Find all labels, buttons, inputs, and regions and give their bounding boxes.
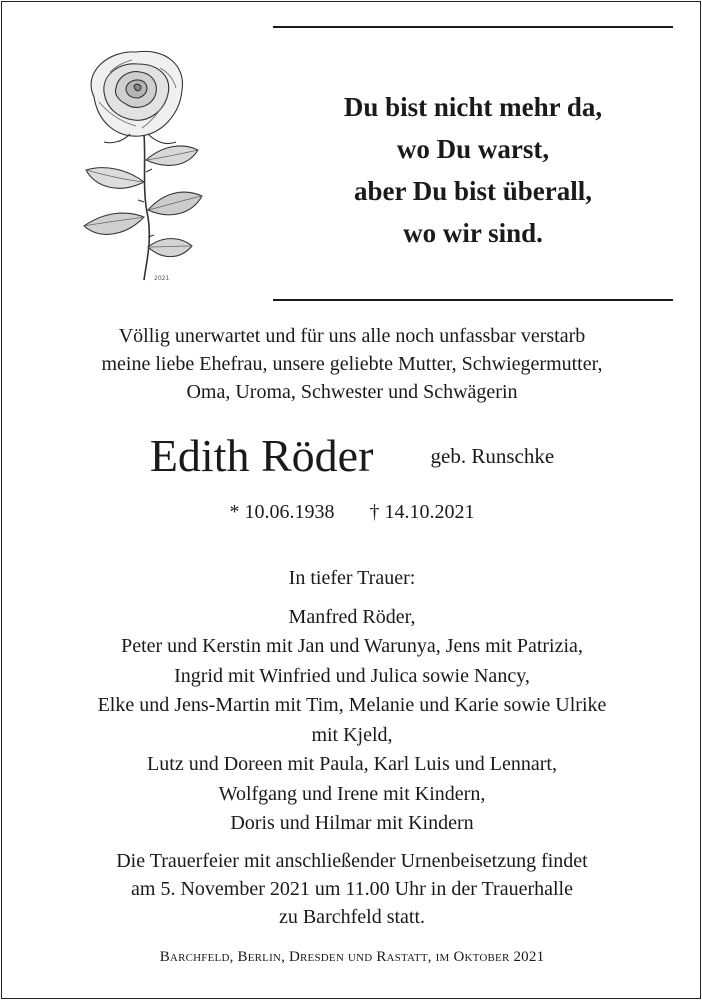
rose-illustration — [64, 42, 214, 287]
bottom-rule — [273, 299, 673, 301]
ceremony-info — [2, 847, 702, 931]
ceremony-line: zu Barchfeld statt. — [278, 906, 426, 928]
intro-text — [2, 322, 702, 406]
top-rule — [273, 26, 673, 28]
intro-line: Oma, Uroma, Schwester und Schwägerin — [186, 381, 518, 403]
intro-line: meine liebe Ehefrau, unsere geliebte Mutter, Schwiegermutter, — [101, 353, 603, 375]
mourner-line: Wolfgang und Irene mit Kindern, — [218, 782, 486, 805]
artist-mark: 2021 — [154, 275, 170, 282]
poem-line: Du bist nicht mehr da, — [343, 92, 603, 122]
poem-line: aber Du bist überall, — [353, 176, 593, 206]
mourner-line: Doris und Hilmar mit Kindern — [230, 812, 474, 834]
death-date: † 14.10.2021 — [369, 501, 475, 523]
birth-name: geb. Runschke — [430, 444, 555, 468]
poem-line: wo Du warst, — [396, 134, 550, 164]
life-dates — [2, 498, 702, 526]
obituary-notice — [1, 1, 701, 999]
mourner-line: Lutz und Doreen mit Paula, Karl Luis und Lennart, — [147, 753, 557, 775]
ceremony-line: am 5. November 2021 um 11.00 Uhr in der Trauerhalle — [131, 878, 573, 900]
birth-date: * 10.06.1938 — [229, 501, 335, 523]
mourner-line: Peter und Kerstin mit Jan und Warunya, Jens mit Patrizia, — [121, 635, 583, 657]
mourner-line: Elke und Jens-Martin mit Tim, Melanie und Karie sowie Ulrike — [97, 694, 607, 716]
deceased-name-row — [2, 428, 702, 484]
mourner-line: mit Kjeld, — [311, 723, 393, 746]
mourner-line: Manfred Röder, — [288, 605, 416, 628]
places-date-footer: Barchfeld, Berlin, Dresden und Rastatt, im Oktober 2021 — [159, 949, 545, 965]
mourner-line: Ingrid mit Winfried und Julica sowie Nancy, — [174, 664, 530, 687]
deceased-name: Edith Röder — [149, 430, 374, 481]
poem-line: wo wir sind. — [403, 218, 543, 248]
intro-line: Völlig unerwartet und für uns alle noch unfassbar verstarb — [118, 325, 586, 347]
mourners-heading: In tiefer Trauer: — [288, 567, 416, 589]
poem — [273, 86, 673, 254]
mourners-list — [2, 564, 702, 839]
ceremony-line: Die Trauerfeier mit anschließender Urnenbeisetzung findet — [116, 850, 588, 872]
